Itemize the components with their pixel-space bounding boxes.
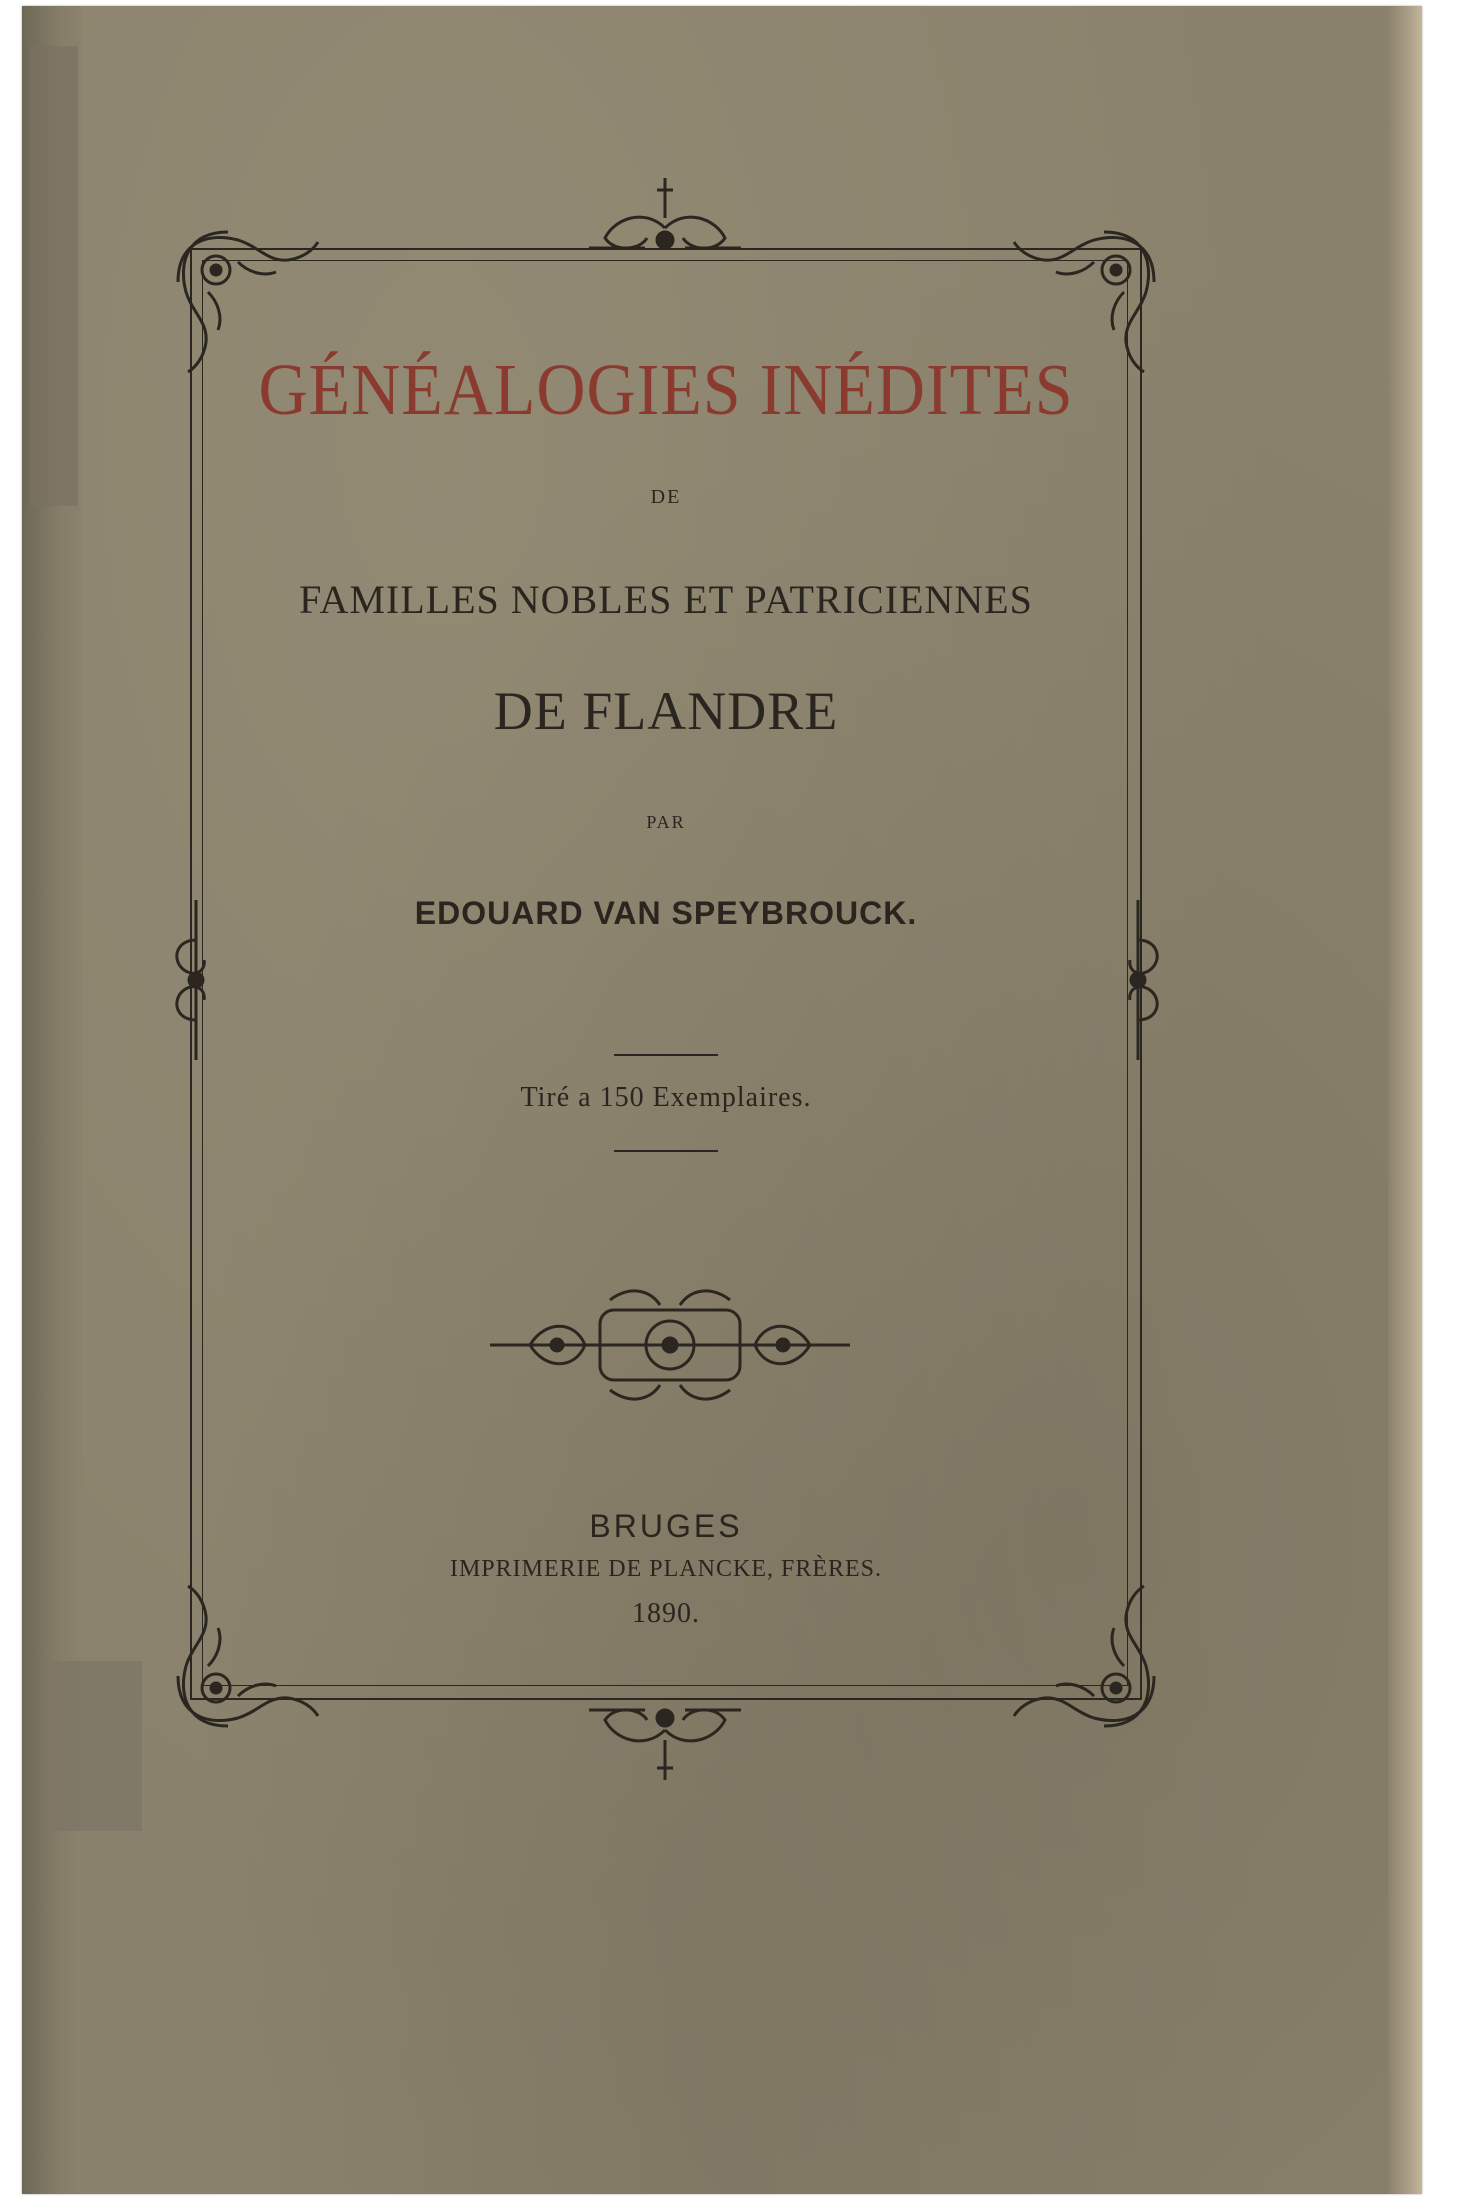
imprint-year: 1890. (632, 1598, 700, 1629)
spine-tape-top (30, 46, 78, 506)
page-edge (1388, 6, 1422, 2194)
title-connector: DE (650, 486, 682, 508)
subtitle-line-1: FAMILLES NOBLES ET PATRICIENNES (299, 577, 1033, 622)
imprint-printer: IMPRIMERIE DE PLANCKE, FRÈRES. (449, 1556, 883, 1582)
imprint-city: BRUGES (589, 1508, 743, 1544)
book-title: GÉNÉALOGIES INÉDITES (258, 347, 1074, 430)
rule-bottom (614, 1150, 718, 1152)
bottom-center-ornament-icon (585, 1680, 745, 1780)
subtitle-line-2: DE FLANDRE (493, 681, 839, 741)
author-name: EDOUARD VAN SPEYBROUCK. (414, 895, 918, 931)
by-line: PAR (646, 812, 686, 832)
central-fleuron-icon (490, 1280, 850, 1410)
top-center-ornament-icon (585, 178, 745, 278)
spine-tape-bottom (52, 1661, 142, 1831)
edition-note: Tiré a 150 Exemplaires. (520, 1082, 812, 1113)
frame-inner (202, 260, 1128, 1686)
rule-top (614, 1054, 718, 1056)
